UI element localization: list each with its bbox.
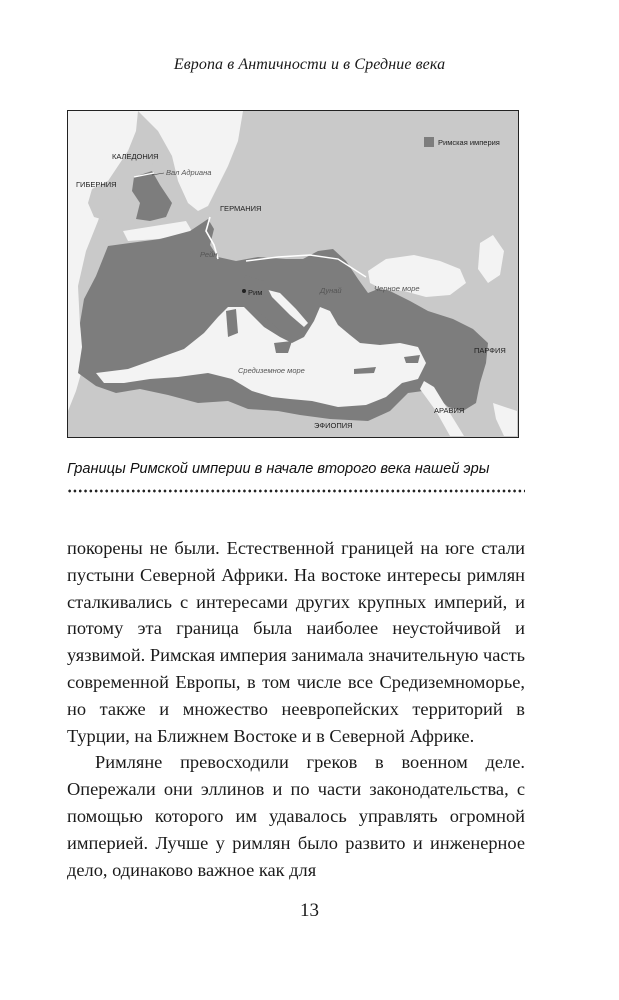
label-hibernia: ГИБЕРНИЯ	[76, 180, 117, 189]
label-hadrians-wall: Вал Адриана	[166, 168, 212, 177]
label-rhine: Рейн	[200, 250, 218, 259]
label-germania: ГЕРМАНИЯ	[220, 204, 262, 213]
label-arabia: АРАВИЯ	[434, 406, 465, 415]
dotted-divider	[67, 489, 525, 493]
map-caption: Границы Римской империи в начале второго века нашей эры	[67, 461, 490, 477]
running-head: Европа в Античности и в Средние века	[173, 56, 446, 73]
label-danube: Дунай	[320, 286, 342, 295]
page-number: 13	[300, 900, 319, 921]
paragraph: покорены не были. Естественной границей на юге стали пустыни Северной Африки. На востоке интересы римлян сталкивались с интересами других крупных империй, и потому эта граница была наиболее неустойчивой и уязвимой. Римская империя занимала значительную часть современной Европы, в том числе все Средиземноморье, но также и множество неевропейских территорий в Турции, на Ближнем Востоке и в Северной Африке.	[67, 538, 525, 746]
label-black-sea: Черное море	[374, 284, 420, 293]
paragraph: Римляне превосходили греков в военном деле. Опережали они эллинов и по части законодательства, с помощью которого им удавалось управлять огромной империей. Лучше у римлян было развито и инженерное дело, одинаково важное как для	[67, 752, 525, 880]
legend-swatch	[424, 137, 434, 147]
label-caledonia: КАЛЕДОНИЯ	[112, 152, 159, 161]
label-parthia: ПАРФИЯ	[474, 346, 506, 355]
label-mediterranean: Средиземное море	[238, 366, 305, 375]
body-text	[67, 535, 525, 883]
legend-label: Римская империя	[438, 138, 500, 147]
label-ethiopia: ЭФИОПИЯ	[314, 421, 353, 430]
roman-empire-map	[67, 110, 519, 438]
rome-marker	[242, 289, 246, 293]
label-rome: Рим	[248, 288, 263, 297]
